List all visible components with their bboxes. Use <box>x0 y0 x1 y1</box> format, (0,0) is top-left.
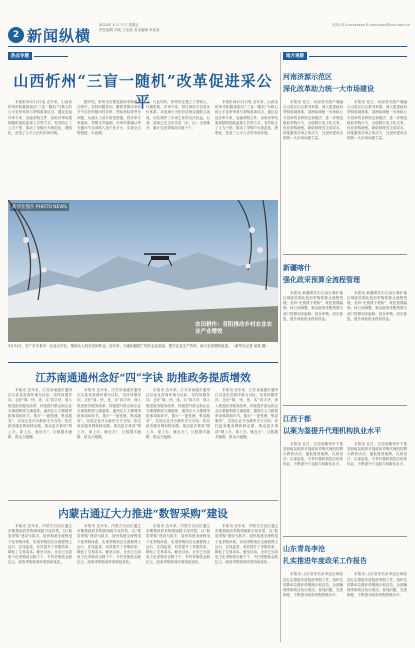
kashi-col-1: 本报讯 新疆维吾尔自治区喀什地区财政局强化政府采购预算全流程管理，坚持“无预算不采购”，规范预算编制、执行和调整，推动政府采购预算与部门预算同步编制、同步审核、同步批复，提升财政资金使用效益。 <box>283 290 343 321</box>
licang-col-2: 本报讯 山东省青岛市李沧区财政局扎实推进年度政府采购工作，组织各预算单位做好采购统计和总结，全面梳理采购项目执行情况，查找问题、完善制度，不断提升政府采购管理水平。 <box>347 572 407 598</box>
right-column <box>283 52 407 648</box>
neimenggu-headline: 内蒙古通辽大力推进“数智采购”建设 <box>58 508 228 520</box>
photo-caption: 3月31日，在广东中某市一农业合作社，植保无人机在田间作业。近年来，当地积极推广现代农业装备，提升农业生产效率，助力农民增收致富。（新华社记者 某某 摄） <box>8 344 269 348</box>
page-number-badge: 2 <box>8 27 24 43</box>
masthead <box>0 0 415 48</box>
jiangsu-col-3: 本报讯 近年来，江苏省南通市通州区以优化营商环境为目标，坚持问题导向，念好“简、快、优、实”四字诀，深入推进政务服务改革，持续提升群众和企业办事便利度与满意度。通州区大力精简审批事项和环节，推行“一窗受理、集成服务”，实现企业开办最快半天办结；依托政务服务网和移动端，推动更多事项“网上办、掌上办、就近办”，让数据多跑路、群众少跑腿。 <box>146 388 210 439</box>
jiangsu-col-4: 本报讯 近年来，江苏省南通市通州区以优化营商环境为目标，坚持问题导向，念好“简、快、优、实”四字诀，深入推进政务服务改革，持续提升群众和企业办事便利度与满意度。通州区大力精简审批事项和环节，推行“一窗受理、集成服务”，实现企业开办最快半天办结；依托政务服务网和移动端，推动更多事项“网上办、掌上办、就近办”，让数据多跑路、群众少跑腿。 <box>215 388 278 439</box>
yudu-subtitle: 以案为鉴提升代理机构执业水平 <box>283 425 381 435</box>
photo-caption-title: 农田耕作：昔阳推动乡村农业农业产业增效 <box>195 322 273 335</box>
kashi-title: 新疆喀什 <box>283 262 311 272</box>
photo-news-label: 新华社图片 PHOTO NEWS <box>12 205 67 210</box>
column-separator <box>280 52 281 642</box>
henan-col-2: 本报讯 近日，河南省济源产城融合示范区出台系列举措，深入推进政府采购领域改革，清理妨碍统一市场和公平竞争的各种规定和做法，进一步规范政府采购行为，全面推行电子化交易，优化采购流程，降低制度性交易成本，持续激发市场主体活力，为加快建设全国统一大市场贡献力量。 <box>347 100 407 141</box>
jiangsu-col-2: 本报讯 近年来，江苏省南通市通州区以优化营商环境为目标，坚持问题导向，念好“简、快、优、实”四字诀，深入推进政务服务改革，持续提升群众和企业办事便利度与满意度。通州区大力精简审批事项和环节，推行“一窗受理、集成服务”，实现企业开办最快半天办结；依托政务服务网和移动端，推动更多事项“网上办、掌上办、就近办”，让数据多跑路、群众少跑腿。 <box>77 388 141 439</box>
licang-col-1: 本报讯 山东省青岛市李沧区财政局扎实推进年度政府采购工作，组织各预算单位做好采购统计和总结，全面梳理采购项目执行情况，查找问题、完善制度，不断提升政府采购管理水平。 <box>283 572 343 598</box>
news-photo <box>8 200 278 342</box>
issue-date: 2020年 4 月 3 日 星期五 <box>99 23 139 27</box>
lead-col-4: 本报忻州4月2日电 近年来，山西省忻州市积极探索以“三盲一随机”为核心的公平竞争审查与采购改革试点，通过盲选评审专家、盲编采购文件、盲取评审结果和随机抽取监督人员等方式，有效防止了人为干预，推动了采购行为规范化、透明化，营造了公平公正的市场环境。 <box>215 100 278 136</box>
lead-column-bar <box>8 52 68 60</box>
yudu-col-1: 本报讯 近日，江西省赣州市于都县财政局组织开展政府采购代理机构警示教育活动，通报典型案例，以案说法、以案促改，引导代理机构依法依规执业，不断提升专业能力和服务水平。 <box>283 441 343 467</box>
masthead-rule <box>8 46 407 47</box>
yudu-title: 江西于都 <box>283 413 311 423</box>
neimenggu-columns <box>8 524 278 642</box>
article-henan <box>283 72 407 250</box>
neimenggu-col-2: 本报讯 近年来，内蒙古自治区通辽市聚焦政府采购领域数字化转型，以“数智采购”建设为抓手，加快构建全流程电子化采购体系，实现采购项目全流程网上运行、在线监管，有效提升了采购效率，降低了交易成本。截至目前，全市已完成电子化采购项目数千个，节约采购资金数亿元，政府采购营商环境持续优化。 <box>77 524 141 565</box>
jiangsu-columns <box>8 388 278 496</box>
article-yudu <box>283 414 407 532</box>
editor-line: 责任编辑 刘某 王某某 美术编辑 李某某 <box>99 28 160 32</box>
section-title: 新闻纵横 <box>27 27 92 45</box>
article-licang <box>283 544 407 648</box>
issue-info <box>99 23 159 33</box>
lead-col-3: 与此同时，忻州市还建立了采购人、代理机构、评审专家、供应商四方信用评价体系，对违规行为依法依规实施联合惩戒，切实保护了市场主体的合法权益。目前，改革已在全市各县（市、区）全面推开，累计完成采购项目数千个。 <box>146 100 210 131</box>
neimenggu-col-4: 本报讯 近年来，内蒙古自治区通辽市聚焦政府采购领域数字化转型，以“数智采购”建设为抓手，加快构建全流程电子化采购体系，实现采购项目全流程网上运行、在线监管，有效提升了采购效率，降低了交易成本。截至目前，全市已完成电子化采购项目数千个，节约采购资金数亿元，政府采购营商环境持续优化。 <box>215 524 278 565</box>
drone-icon <box>144 254 176 266</box>
kashi-subtitle: 强化政采预算全流程管理 <box>283 274 360 284</box>
photo-illustration <box>8 200 278 342</box>
henan-col-1: 本报讯 近日，河南省济源产城融合示范区出台系列举措，深入推进政府采购领域改革，清理妨碍统一市场和公平竞争的各种规定和做法，进一步规范政府采购行为，全面推行电子化交易，优化采购流程，降低制度性交易成本，持续激发市场主体活力，为加快建设全国统一大市场贡献力量。 <box>283 100 343 141</box>
kashi-col-2: 本报讯 新疆维吾尔自治区喀什地区财政局强化政府采购预算全流程管理，坚持“无预算不采购”，规范预算编制、执行和调整，推动政府采购预算与部门预算同步编制、同步审核、同步批复，提升财政资金使用效益。 <box>347 290 407 321</box>
contact-line: 电话:010-xxxxxxxx E-mail:xxxx@xxx.com.cn <box>332 23 410 27</box>
article-kashi <box>283 263 407 401</box>
lead-article <box>8 52 278 218</box>
section-rule-2 <box>8 500 278 501</box>
lead-col-1: 本报忻州4月2日电 近年来，山西省忻州市积极探索以“三盲一随机”为核心的公平竞争审查与采购改革试点，通过盲选评审专家、盲编采购文件、盲取评审结果和随机抽取监督人员等方式，有效防止了人为干预，推动了采购行为规范化、透明化，营造了公平公正的市场环境。 <box>8 100 72 136</box>
licang-title: 山东青岛李沧 <box>283 544 325 554</box>
lead-col-2: 据介绍，忻州市在推进政府采购改革过程中，坚持问题导向，聚焦采购评审环节中存在的倾向性评审、围标串标等突出问题，从源头上设计防控措施，将评审专家抽取、采购文件编制、评审结果确认等关键环节全部纳入电子化平台，实现全过程留痕、可追溯。 <box>77 100 141 136</box>
jiangsu-headline: 江苏南通通州念好“四”字诀 助推政务提质增效 <box>35 372 251 384</box>
right-column-flag: 地方观察 <box>283 52 307 60</box>
jiangsu-col-1: 本报讯 近年来，江苏省南通市通州区以优化营商环境为目标，坚持问题导向，念好“简、快、优、实”四字诀，深入推进政务服务改革，持续提升群众和企业办事便利度与满意度。通州区大力精简审批事项和环节，推行“一窗受理、集成服务”，实现企业开办最快半天办结；依托政务服务网和移动端，推动更多事项“网上办、掌上办、就近办”，让数据多跑路、群众少跑腿。 <box>8 388 72 439</box>
henan-title: 河南济源示范区 <box>283 72 332 81</box>
licang-subtitle: 扎实推进年度政采工作报告 <box>283 556 367 566</box>
section-rule <box>8 362 278 363</box>
henan-subtitle: 深化改革助力统一大市场建设 <box>283 84 374 93</box>
lead-headline: 山西忻州“三盲一随机”改革促进采公平 <box>13 72 273 111</box>
right-column-bar <box>283 52 407 60</box>
neimenggu-col-1: 本报讯 近年来，内蒙古自治区通辽市聚焦政府采购领域数字化转型，以“数智采购”建设为抓手，加快构建全流程电子化采购体系，实现采购项目全流程网上运行、在线监管，有效提升了采购效率，降低了交易成本。截至目前，全市已完成电子化采购项目数千个，节约采购资金数亿元，政府采购营商环境持续优化。 <box>8 524 72 565</box>
neimenggu-col-3: 本报讯 近年来，内蒙古自治区通辽市聚焦政府采购领域数字化转型，以“数智采购”建设为抓手，加快构建全流程电子化采购体系，实现采购项目全流程网上运行、在线监管，有效提升了采购效率，降低了交易成本。截至目前，全市已完成电子化采购项目数千个，节约采购资金数亿元，政府采购营商环境持续优化。 <box>146 524 210 565</box>
column-flag: 热点专题 <box>8 52 32 60</box>
yudu-col-2: 本报讯 近日，江西省赣州市于都县财政局组织开展政府采购代理机构警示教育活动，通报典型案例，以案说法、以案促改，引导代理机构依法依规执业，不断提升专业能力和服务水平。 <box>347 441 407 467</box>
